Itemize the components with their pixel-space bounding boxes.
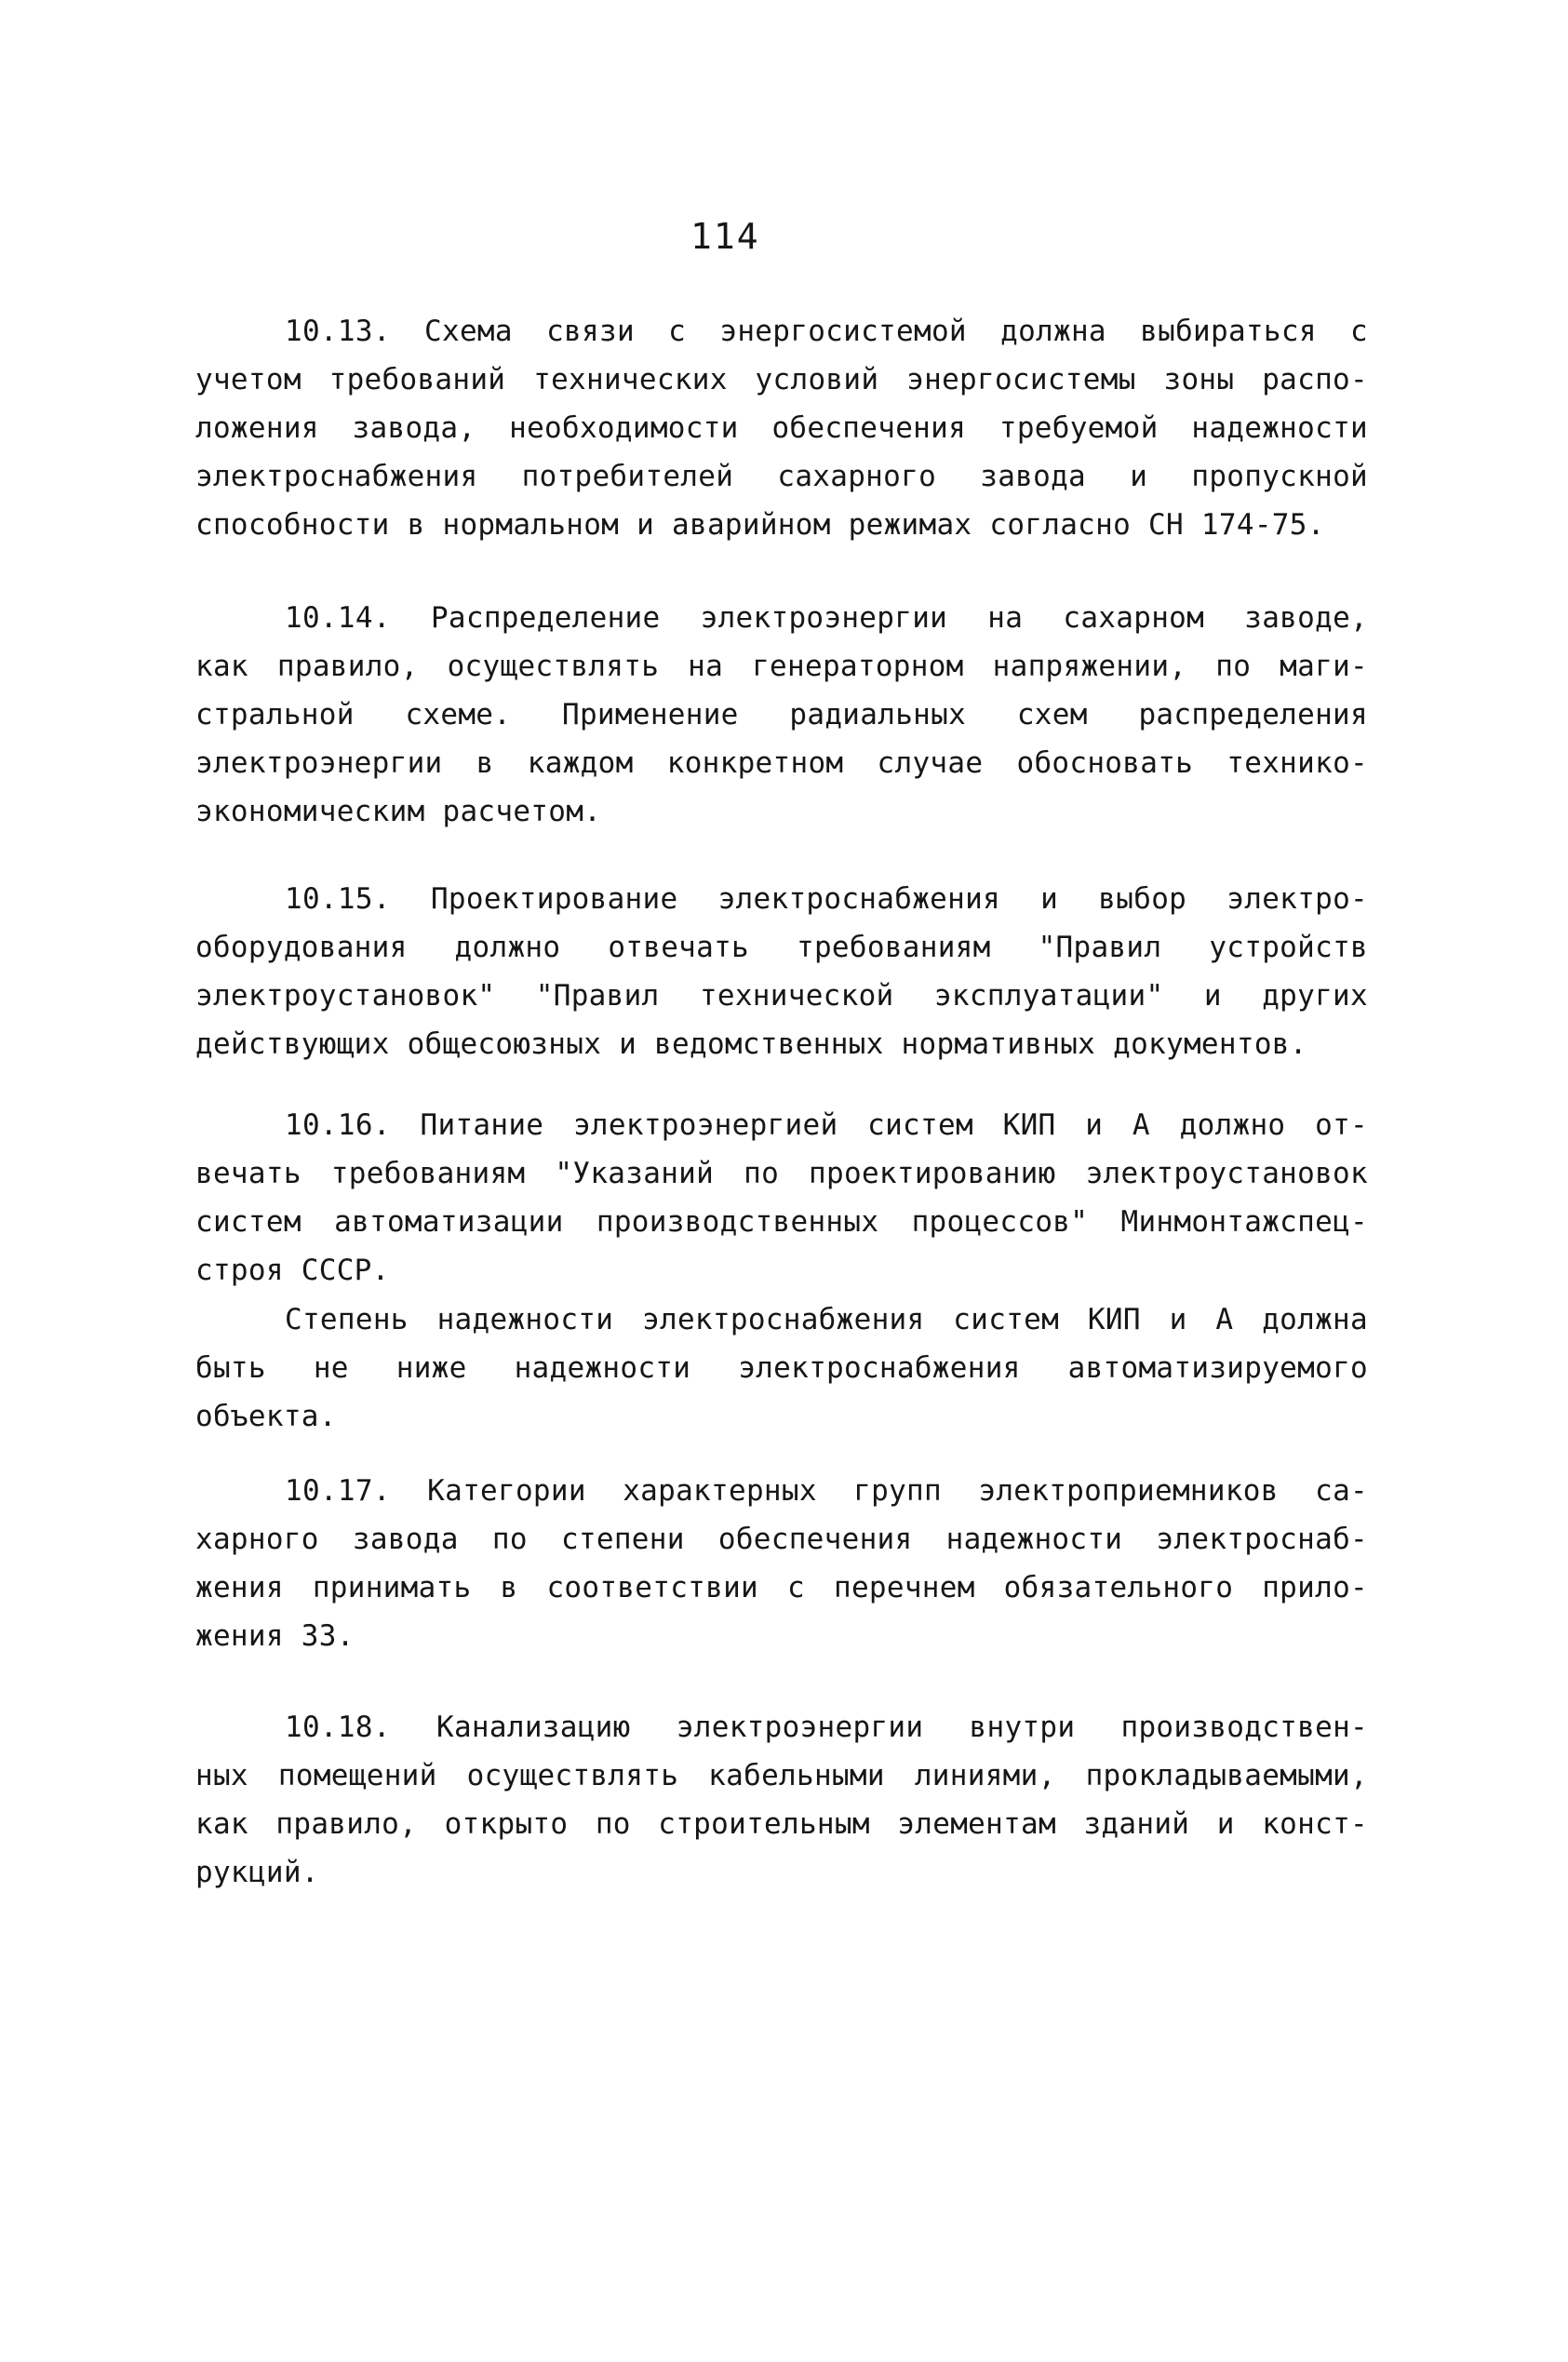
paragraph-line: 10.17. Категории характерных групп электроприемников са- (285, 1474, 1368, 1508)
paragraph-line: харного завода по степени обеспечения надежности электроснаб- (195, 1523, 1368, 1556)
paragraph-line: электроснабжения потребителей сахарного завода и пропускной (195, 460, 1368, 493)
paragraph-10-16-continuation (195, 1295, 1368, 1441)
paragraph-line: систем автоматизации производственных процессов" Минмонтажспец- (195, 1205, 1368, 1239)
paragraph-line: быть не ниже надежности электроснабжения автоматизируемого (195, 1351, 1368, 1385)
paragraph-10-13 (195, 307, 1368, 549)
paragraph-line: строя СССР. (195, 1254, 390, 1287)
paragraph-line: стральной схеме. Применение радиальных схем распределения (195, 698, 1368, 731)
paragraph-line: 10.16. Питание электроэнергией систем КИП и А должно от- (285, 1108, 1368, 1142)
paragraph-line: 10.14. Распределение электроэнергии на сахарном заводе, (285, 601, 1368, 635)
paragraph-line: как правило, открыто по строительным элементам зданий и конст- (195, 1807, 1368, 1841)
paragraph-line: 10.13. Схема связи с энергосистемой должна выбираться с (285, 315, 1368, 348)
paragraph-line: электроэнергии в каждом конкретном случае обосновать технико- (195, 746, 1368, 780)
paragraph-10-14 (195, 594, 1368, 836)
paragraph-line: рукций. (195, 1856, 319, 1889)
paragraph-line: ных помещений осуществлять кабельными линиями, прокладываемыми, (195, 1759, 1368, 1792)
page-number: 114 (690, 216, 760, 257)
paragraph-line: электроустановок" "Правил технической эксплуатации" и других (195, 979, 1368, 1013)
paragraph-10-16 (195, 1101, 1368, 1295)
paragraph-line: 10.15. Проектирование электроснабжения и выбор электро- (285, 882, 1368, 916)
paragraph-line: 10.18. Канализацию электроэнергии внутри производствен- (285, 1711, 1368, 1744)
paragraph-line: оборудования должно отвечать требованиям "Правил устройств (195, 931, 1368, 964)
paragraph-line: ложения завода, необходимости обеспечения требуемой надежности (195, 411, 1368, 445)
paragraph-line: объекта. (195, 1400, 337, 1433)
paragraph-line: жения 33. (195, 1619, 355, 1653)
paragraph-line: как правило, осуществлять на генераторном напряжении, по маги- (195, 650, 1368, 683)
paragraph-line: учетом требований технических условий энергосистемы зоны распо- (195, 363, 1368, 396)
paragraph-line: жения принимать в соответствии с перечнем обязательного прило- (195, 1571, 1368, 1604)
paragraph-10-17 (195, 1467, 1368, 1660)
paragraph-line: экономическим расчетом. (195, 795, 602, 828)
paragraph-line: действующих общесоюзных и ведомственных нормативных документов. (195, 1027, 1307, 1061)
paragraph-10-18 (195, 1703, 1368, 1897)
paragraph-10-15 (195, 875, 1368, 1068)
paragraph-line: способности в нормальном и аварийном режимах согласно СН 174-75. (195, 508, 1325, 542)
paragraph-line: вечать требованиям "Указаний по проектированию электроустановок (195, 1157, 1368, 1190)
paragraph-line: Степень надежности электроснабжения систем КИП и А должна (285, 1303, 1368, 1336)
